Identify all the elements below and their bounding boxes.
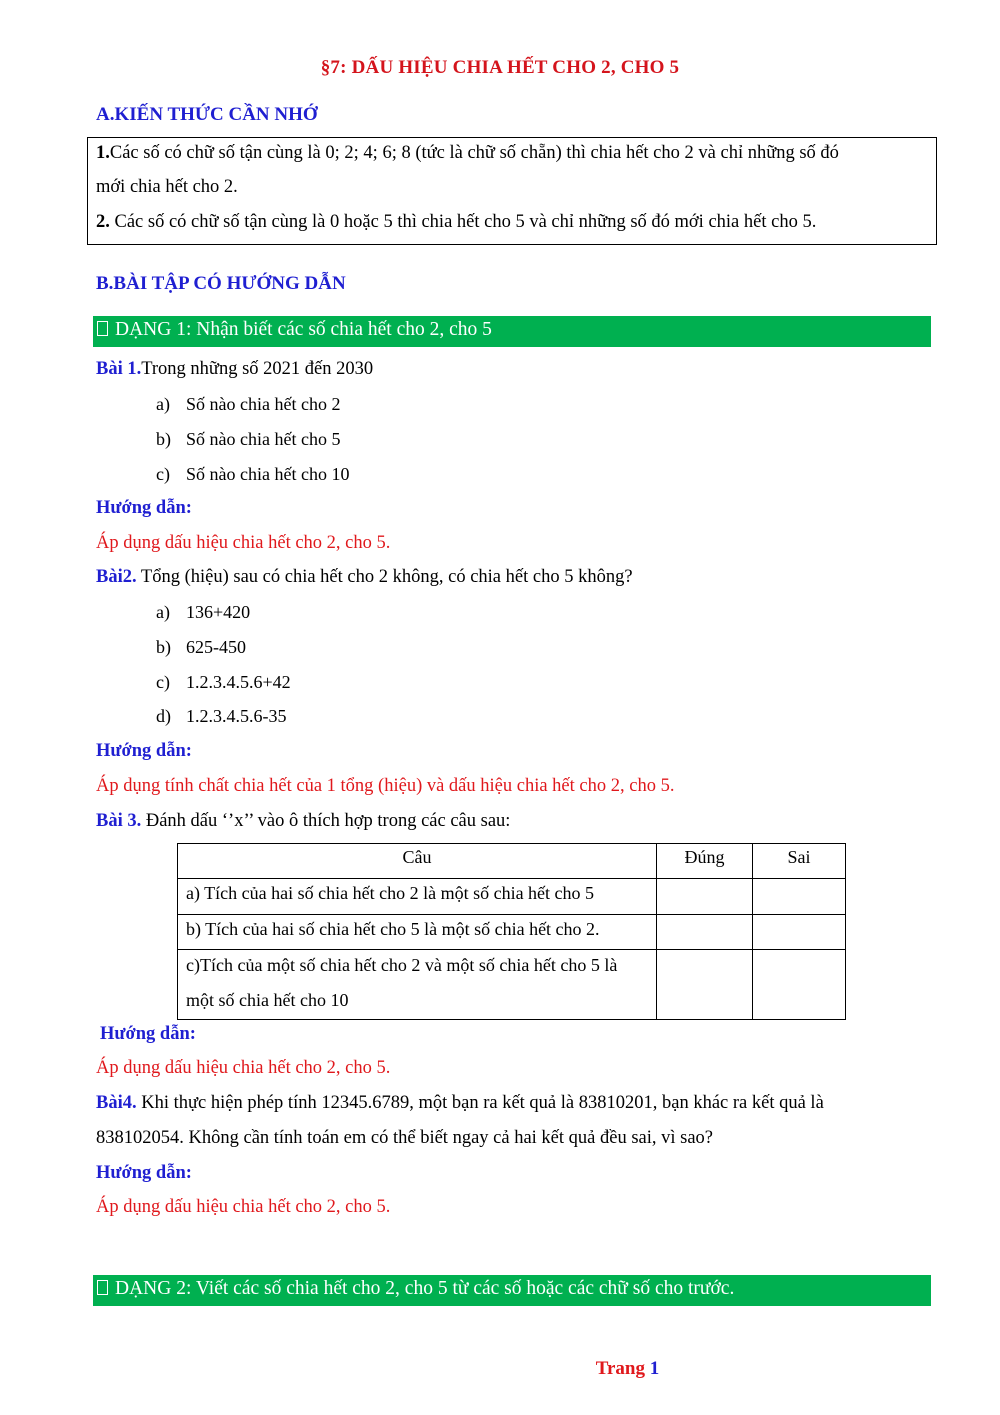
item-text: 625-450 (186, 637, 246, 657)
false-checkbox-cell[interactable] (753, 915, 846, 950)
statement-b: b) Tích của hai số chia hết cho 5 là một số chia hết cho 2. (186, 919, 600, 939)
header-sai: Sai (753, 844, 846, 879)
statement-cell (178, 915, 657, 950)
knowledge-p1-line2: mới chia hết cho 2. (96, 177, 238, 197)
bai2-item-c (156, 672, 291, 693)
bai2-label: Bài2. (96, 567, 137, 587)
missing-glyph-icon (97, 321, 108, 336)
bai2-item-b (156, 637, 246, 658)
section-a-heading: A.KIẾN THỨC CẦN NHỚ (96, 104, 318, 125)
knowledge-p1-line1 (96, 143, 839, 164)
bai2-item-a (156, 602, 250, 623)
dang2-text: DẠNG 2: Viết các số chia hết cho 2, cho 5 từ các số hoặc các chữ số cho trước. (115, 1278, 735, 1299)
p1-number: 1. (96, 143, 110, 163)
table-header-row (178, 844, 846, 879)
bai1-label: Bài 1. (96, 359, 142, 379)
table-row (178, 915, 846, 950)
table-row (178, 950, 846, 1020)
item-label: c) (156, 672, 170, 692)
page-footer (0, 1358, 1000, 1380)
dang1-banner (93, 316, 931, 347)
bai2-item-d (156, 706, 287, 727)
bai1-text: Trong những số 2021 đến 2030 (141, 359, 374, 379)
p2-number: 2. (96, 212, 110, 232)
statement-cell (178, 879, 657, 915)
missing-glyph-icon (97, 1280, 108, 1295)
hint-3: Áp dụng dấu hiệu chia hết cho 2, cho 5. (96, 1058, 391, 1078)
bai4-line1 (96, 1093, 824, 1114)
bai1-item-a (156, 394, 340, 415)
bai4-text: Khi thực hiện phép tính 12345.6789, một bạn ra kết quả là 83810201, bạn khác ra kết quả là (136, 1093, 824, 1113)
statement-cell (178, 950, 657, 1020)
item-text: 1.2.3.4.5.6+42 (186, 672, 291, 692)
hint-1: Áp dụng dấu hiệu chia hết cho 2, cho 5. (96, 533, 391, 553)
bai4-line2: 838102054. Không cần tính toán em có thể biết ngay cả hai kết quả đều sai, vì sao? (96, 1128, 714, 1148)
huong-dan-1: Hướng dẫn: (96, 498, 192, 518)
item-label: b) (156, 637, 171, 657)
bai1 (96, 359, 373, 380)
item-text: 136+420 (186, 602, 251, 622)
item-label: b) (156, 429, 171, 449)
bai2 (96, 567, 633, 588)
bai3-label: Bài 3. (96, 811, 142, 831)
hint-4: Áp dụng dấu hiệu chia hết cho 2, cho 5. (96, 1197, 391, 1217)
hint-2: Áp dụng tính chất chia hết của 1 tổng (hiệu) và dấu hiệu chia hết cho 2, cho 5. (96, 776, 675, 796)
bai3-text: Đánh dấu ‘’x’’ vào ô thích hợp trong các câu sau: (141, 811, 511, 831)
header-cau: Câu (178, 844, 657, 879)
false-checkbox-cell[interactable] (753, 879, 846, 915)
item-text: Số nào chia hết cho 10 (186, 464, 350, 484)
item-label: d) (156, 706, 171, 726)
bai3 (96, 811, 510, 832)
dang1-text: DẠNG 1: Nhận biết các số chia hết cho 2, cho 5 (115, 319, 492, 340)
bai1-item-b (156, 429, 340, 450)
statement-c-line1: c)Tích của một số chia hết cho 2 và một số chia hết cho 5 là (186, 955, 618, 975)
item-text: Số nào chia hết cho 5 (186, 429, 341, 449)
item-text: 1.2.3.4.5.6-35 (186, 706, 287, 726)
p1-text: Các số có chữ số tận cùng là 0; 2; 4; 6; 8 (tức là chữ số chẵn) thì chia hết cho 2 và chỉ những số đó (109, 143, 839, 163)
statement-a: a) Tích của hai số chia hết cho 2 là một số chia hết cho 5 (186, 883, 595, 903)
true-checkbox-cell[interactable] (657, 879, 753, 915)
false-checkbox-cell[interactable] (753, 950, 846, 1020)
statement-c-line2: một số chia hết cho 10 (186, 990, 349, 1010)
huong-dan-2: Hướng dẫn: (96, 741, 192, 761)
item-text: Số nào chia hết cho 2 (186, 394, 341, 414)
table-row (178, 879, 846, 915)
bai4-label: Bài4. (96, 1093, 137, 1113)
page-title: §7: DẤU HIỆU CHIA HẾT CHO 2, CHO 5 (320, 57, 680, 78)
header-dung: Đúng (657, 844, 753, 879)
page-number: 1 (649, 1358, 660, 1379)
true-checkbox-cell[interactable] (657, 915, 753, 950)
bai2-text: Tổng (hiệu) sau có chia hết cho 2 không, có chia hết cho 5 không? (136, 567, 633, 587)
knowledge-p2 (96, 212, 816, 233)
item-label: a) (156, 602, 170, 622)
dang2-banner (93, 1275, 931, 1306)
section-b-heading: B.BÀI TẬP CÓ HƯỚNG DẪN (96, 273, 346, 294)
huong-dan-4: Hướng dẫn: (96, 1163, 192, 1183)
item-label: a) (156, 394, 170, 414)
p2-text: Các số có chữ số tận cùng là 0 hoặc 5 thì chia hết cho 5 và chỉ những số đó mới chia hết cho 5. (109, 212, 817, 232)
true-false-table (177, 843, 846, 1020)
bai1-item-c (156, 464, 349, 485)
footer-label: Trang (595, 1358, 650, 1379)
true-checkbox-cell[interactable] (657, 950, 753, 1020)
huong-dan-3: Hướng dẫn: (100, 1024, 196, 1044)
item-label: c) (156, 464, 170, 484)
